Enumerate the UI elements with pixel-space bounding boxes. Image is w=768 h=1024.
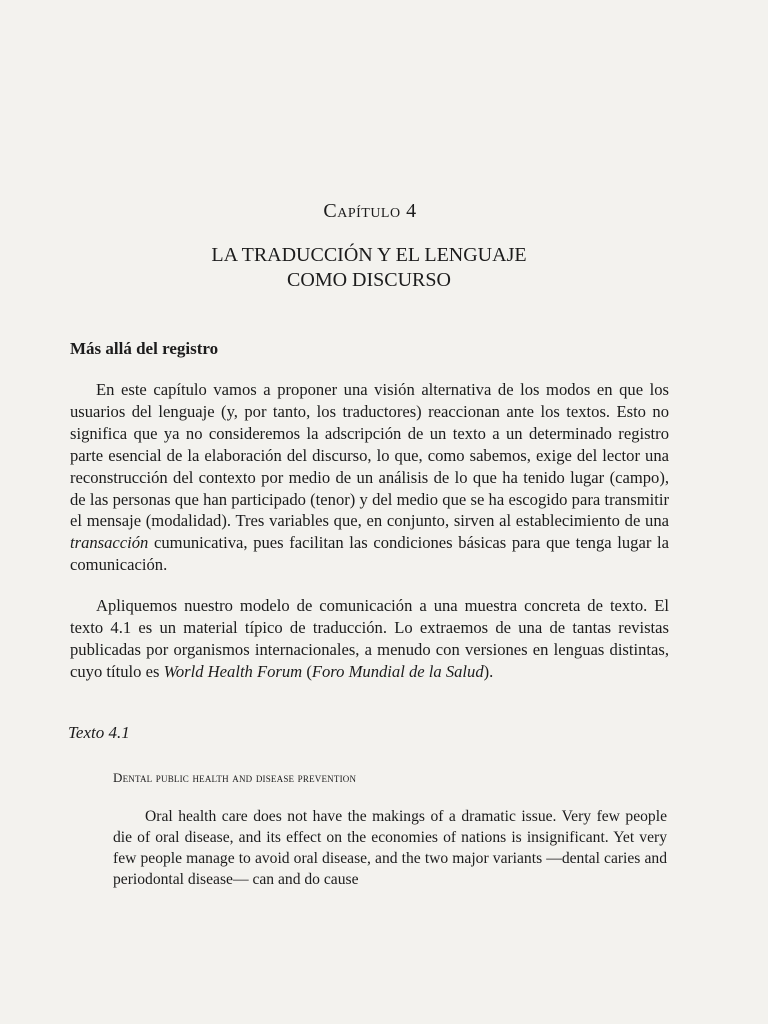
chapter-title	[0, 243, 738, 293]
paragraph-2-italic-2: Foro Mundial de la Salud	[311, 661, 484, 681]
texto-body-text: Oral health care does not have the makings of a dramatic issue. Very few people die of oral disease, and its effect on the economies of nations is insignificant. Yet very few people manage to avoid oral disease, and the two major variants —dental caries and periodontal disease— can and do cause	[113, 808, 667, 888]
paragraph-2	[70, 595, 669, 683]
paragraph-2-paren: (	[306, 661, 312, 681]
texto-title: Dental public health and disease prevention	[113, 770, 357, 785]
paragraph-1	[70, 379, 669, 576]
paragraph-1-end: cumunicativa, pues facilitan las condiciones básicas para que tenga lugar la comunicación.	[70, 533, 669, 575]
texto-label: Texto 4.1	[68, 723, 130, 742]
chapter-title-line-2: COMO DISCURSO	[287, 269, 451, 291]
paragraph-2-end: ).	[483, 661, 494, 681]
chapter-label: Capítulo 4	[323, 200, 417, 222]
section-heading: Más allá del registro	[70, 339, 219, 358]
paragraph-1-italic: transacción	[70, 533, 149, 553]
chapter-title-line-1: LA TRADUCCIÓN Y EL LENGUAJE	[211, 244, 527, 266]
paragraph-2-text: Apliquemos nuestro modelo de comunicación a una muestra concreta de texto. El texto 4.1 es un material típico de traducción. Lo extraemos de una de tantas revistas publicadas por organismos internacionales, a menudo con versiones en lenguas distintas, cuyo título es	[70, 596, 669, 681]
paragraph-2-italic-1: World Health Forum	[163, 661, 303, 681]
texto-body	[113, 806, 667, 890]
paragraph-1-text: En este capítulo vamos a proponer una visión alternativa de los modos en que los usuarios del lenguaje (y, por tanto, los traductores) reaccionan ante los textos. Esto no significa que ya no consideremos la adscripción de un texto a un determinado registro parte esencial de la elaboración del discurso, lo que, como sabemos, exige del lector una reconstrucción del contexto por medio de un análisis de lo que ha tenido lugar (campo), de las personas que han participado (tenor) y del medio que se ha escogido para transmitir el mensaje (modalidad). Tres variables que, en conjunto, sirven al establecimiento de una	[70, 380, 669, 531]
